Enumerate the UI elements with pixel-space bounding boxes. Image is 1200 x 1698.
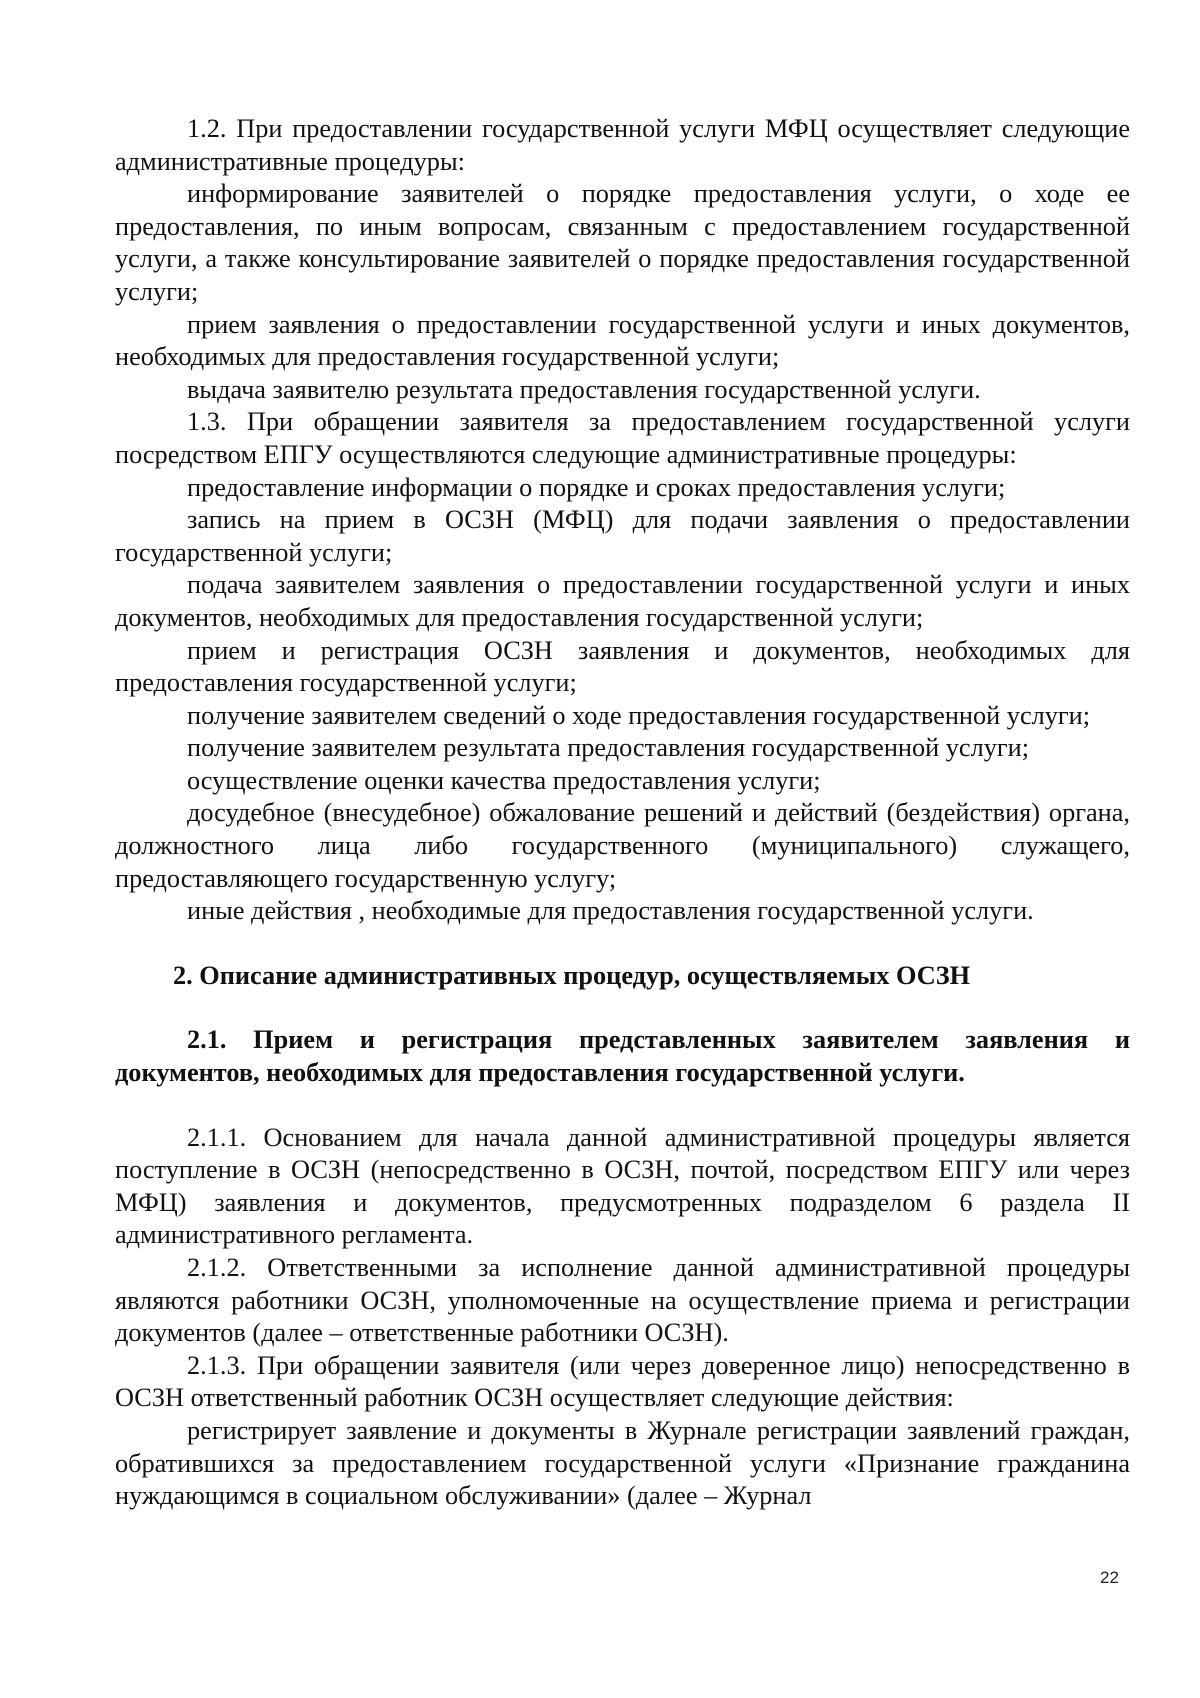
paragraph: выдача заявителю результата предоставления государственной услуги. [187,374,981,404]
paragraph: 1.2. При предоставлении государственной услуги МФЦ осуществляет следующие административные процедуры: [115,114,1130,176]
paragraph: предоставление информации о порядке и сроках предоставления услуги; [187,472,1006,502]
paragraph: досудебное (внесудебное) обжалование решений и действий (бездействия) органа, должностного лица либо государственного (муниципального) служащего, предоставляющего государственную услугу; [115,798,1130,893]
paragraph: осуществление оценки качества предоставления услуги; [187,765,821,795]
document-page [115,113,1130,1513]
page-number: 22 [1100,1568,1119,1587]
section-heading: 2. Описание административных процедур, осуществляемых ОСЗН [173,960,971,990]
paragraph: регистрирует заявление и документы в Журнале регистрации заявлений граждан, обратившихся за предоставлением государственной услуги «Признание гражданина нуждающимся в социальном обслуживании» (далее – Журнал [115,1415,1130,1511]
paragraph: получение заявителем сведений о ходе предоставления государственной услуги; [187,700,1091,730]
paragraph: иные действия , необходимые для предоставления государственной услуги. [187,896,1034,926]
paragraph: подача заявителем заявления о предоставлении государственной услуги и иных документов, необходимых для предоставления государственной услуги; [115,570,1130,632]
paragraph: запись на прием в ОСЗН (МФЦ) для подачи заявления о предоставлении государственной услуги; [115,505,1130,567]
paragraph: 1.3. При обращении заявителя за предоставлением государственной услуги посредством ЕПГУ осуществляются следующие административные процедуры: [115,407,1130,469]
paragraph: прием заявления о предоставлении государственной услуги и иных документов, необходимых для предоставления государственной услуги; [115,309,1130,372]
paragraph: получение заявителем результата предоставления государственной услуги; [187,733,1030,763]
paragraph: 2.1.1. Основанием для начала данной административной процедуры является поступление в ОСЗН (непосредственно в ОСЗН, почтой, посредством ЕПГУ или через МФЦ) заявления и документов, предусмотренных подразделом 6 раздела II административного регламента. [115,1122,1130,1250]
paragraph: прием и регистрация ОСЗН заявления и документов, необходимых для предоставления государственной услуги; [115,635,1130,698]
subsection-heading: 2.1. Прием и регистрация представленных заявителем заявления и документов, необходимых для предоставления государственной услуги. [115,1025,1130,1088]
paragraph: 2.1.2. Ответственными за исполнение данной административной процедуры являются работники ОСЗН, уполномоченные на осуществление приема и регистрации документов (далее – ответственные работники ОСЗН). [115,1253,1130,1348]
paragraph: информирование заявителей о порядке предоставления услуги, о ходе ее предоставления, по иным вопросам, связанным с предоставлением государственной услуги, а также консультирование заявителей о порядке предоставления государственной услуги; [115,179,1130,306]
paragraph: 2.1.3. При обращении заявителя (или через доверенное лицо) непосредственно в ОСЗН ответственный работник ОСЗН осуществляет следующие действия: [115,1350,1130,1413]
